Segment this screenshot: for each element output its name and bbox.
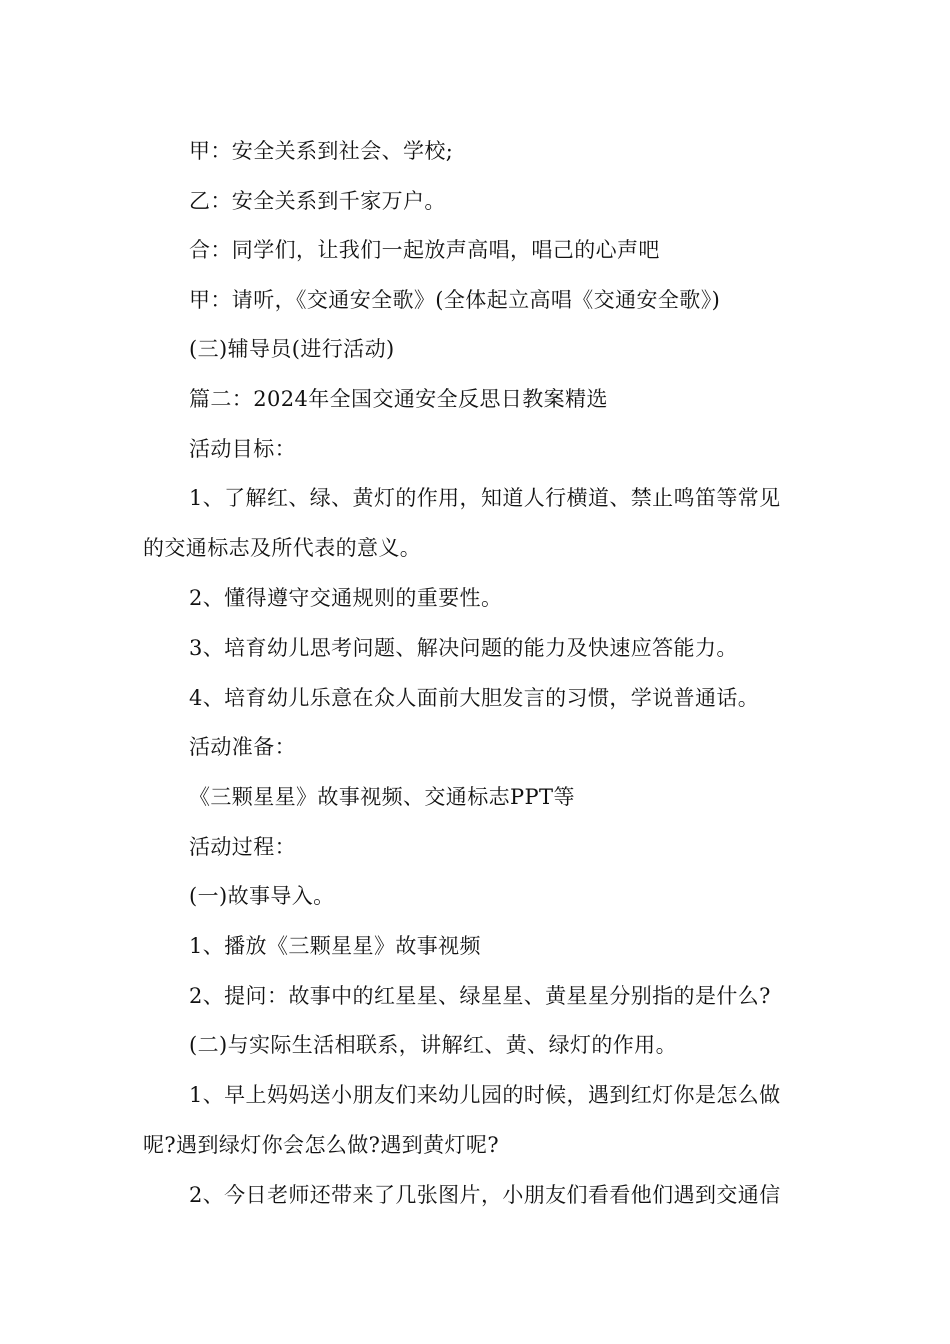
- chapter-heading: 篇二：2024年全国交通安全反思日教案精选: [189, 387, 608, 411]
- section-heading: 活动目标：: [189, 437, 296, 461]
- list-item-continuation: 的交通标志及所代表的意义。: [143, 536, 422, 560]
- list-item: 2、提问：故事中的红星星、绿星星、黄星星分别指的是什么?: [189, 984, 771, 1008]
- section-heading: 活动过程：: [189, 835, 296, 859]
- list-item-continuation: 呢?遇到绿灯你会怎么做?遇到黄灯呢?: [143, 1133, 499, 1157]
- list-item: 1、早上妈妈送小朋友们来幼儿园的时候，遇到红灯你是怎么做: [189, 1083, 781, 1107]
- section-heading: (一)故事导入。: [189, 884, 335, 908]
- section-heading: (三)辅导员(进行活动): [189, 337, 395, 361]
- paragraph-line: 甲：请听，《交通安全歌》(全体起立高唱《交通安全歌》): [189, 288, 721, 312]
- section-heading: (二)与实际生活相联系，讲解红、黄、绿灯的作用。: [189, 1033, 677, 1057]
- list-item: 4、培育幼儿乐意在众人面前大胆发言的习惯，学说普通话。: [189, 686, 760, 710]
- list-item: 3、培育幼儿思考问题、解决问题的能力及快速应答能力。: [189, 636, 738, 660]
- section-heading: 活动准备：: [189, 735, 296, 759]
- paragraph-line: 乙：安全关系到千家万户。: [189, 189, 446, 213]
- paragraph-line: 《三颗星星》故事视频、交通标志PPT等: [189, 785, 575, 809]
- list-item: 1、播放《三颗星星》故事视频: [189, 934, 481, 958]
- paragraph-line: 甲：安全关系到社会、学校;: [189, 139, 454, 163]
- list-item: 1、了解红、绿、黄灯的作用，知道人行横道、禁止鸣笛等常见: [189, 486, 781, 510]
- paragraph-line: 合：同学们，让我们一起放声高唱，唱己的心声吧: [189, 238, 660, 262]
- list-item: 2、今日老师还带来了几张图片，小朋友们看看他们遇到交通信: [189, 1183, 781, 1207]
- list-item: 2、懂得遵守交通规则的重要性。: [189, 586, 503, 610]
